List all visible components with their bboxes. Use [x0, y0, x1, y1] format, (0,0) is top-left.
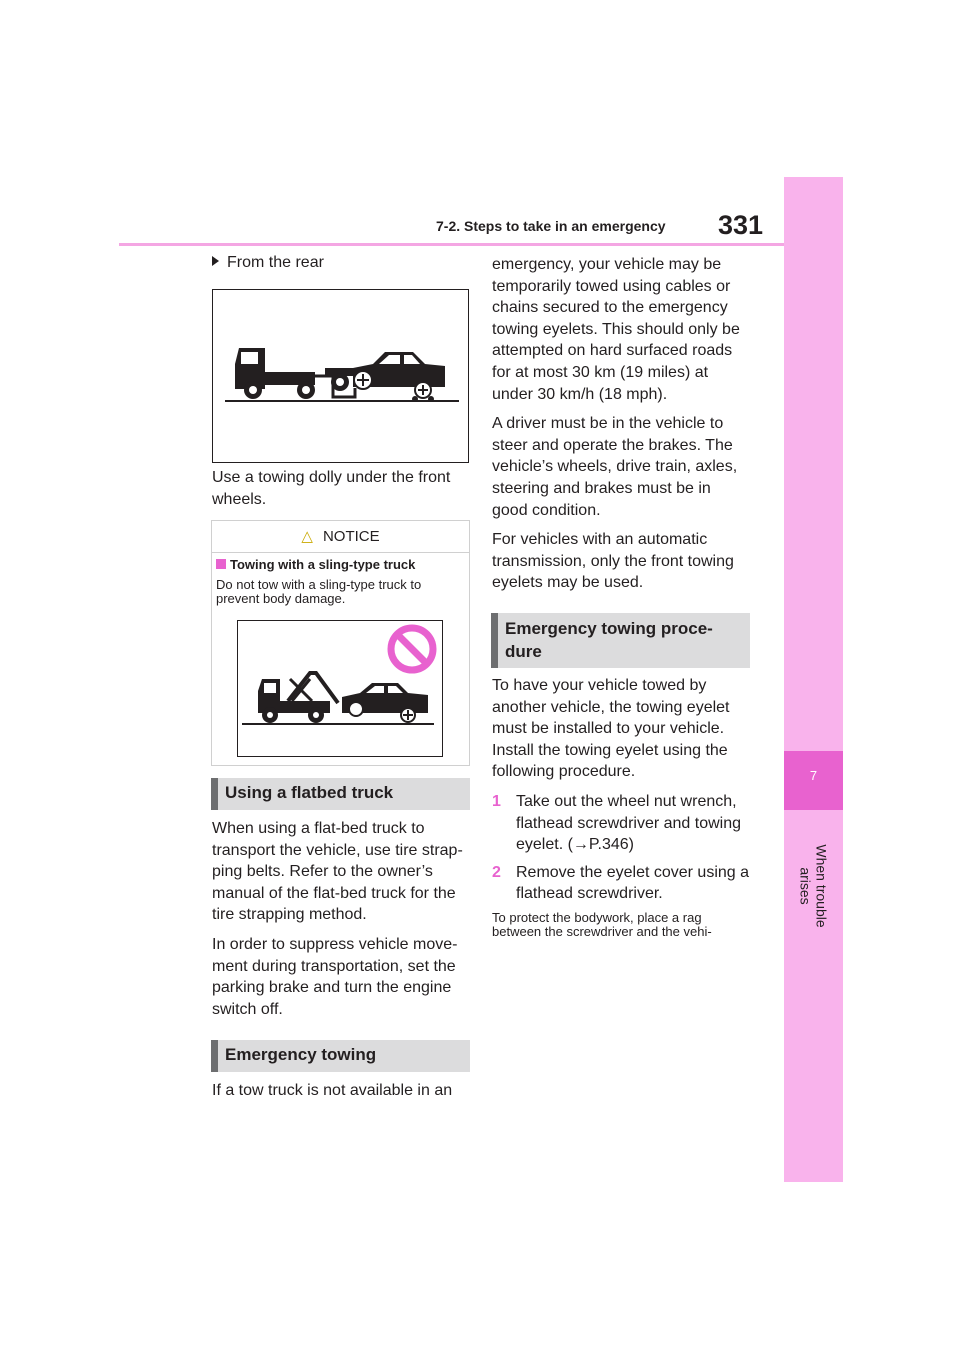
emergency-paragraph-1: If a tow truck is not available in an [212, 1082, 453, 1099]
pink-square-icon [216, 559, 226, 569]
procedure-step [492, 791, 750, 856]
procedure-intro: To have your vehicle towed by another vehicle, the towing eyelet must be installed to your vehicle. Install the towing eyelet using the following procedure. [492, 677, 730, 781]
left-column-text-2 [212, 818, 470, 1028]
notice-text: Do not tow with a sling-type truck to prevent body damage. [216, 577, 422, 606]
triangle-bullet-icon [212, 256, 219, 266]
flatbed-paragraph-2: In order to suppress vehicle move-ment during transportation, set the parking brake and turn the engine switch off. [212, 935, 458, 1018]
warning-triangle-icon: △ [301, 528, 313, 545]
side-tab [784, 177, 843, 1182]
step-text: Remove the eyelet cover using a flathead screwdriver. [516, 863, 750, 903]
step-number: 2 [492, 863, 501, 881]
chapter-label: When trouble arises [797, 844, 830, 928]
tow-dolly-illustration [212, 289, 469, 463]
header-rule [119, 243, 784, 246]
notice-box [211, 520, 470, 766]
notice-subheading: Towing with a sling-type truck [216, 557, 415, 572]
flatbed-paragraph-1: When using a flat-bed truck to transport the vehicle, use tire strap-ping belts. Refer to the owner’s manual of the flat-bed truck for the tire strapping method. [212, 820, 463, 924]
bodywork-note: To protect the bodywork, place a rag between the screwdriver and the vehi- [492, 909, 712, 939]
page-number: 331 [718, 210, 764, 240]
notice-header: △ NOTICE [212, 521, 469, 553]
emergency-paragraph-2: emergency, your vehicle may be temporarily towed using cables or chains secured to the emergency towing eyelets. This should only be attempted on hard surfaced roads for at most 30 km (19 miles) at under 30 km/h (18 mph). [492, 256, 740, 403]
right-column-text-2 [492, 675, 750, 947]
left-column-text-3 [212, 1080, 470, 1110]
step-text: Take out the wheel nut wrench, flathead screwdriver and towing eyelet. (→P.346) [516, 792, 742, 854]
emergency-paragraph-3: A driver must be in the vehicle to steer and operate the brakes. The vehicle’s wheels, drive train, axles, steering and brakes must be in good condition. [492, 415, 738, 519]
emergency-paragraph-4: For vehicles with an automatic transmission, only the front towing eyelets may be used. [492, 531, 734, 592]
procedure-step [492, 862, 750, 905]
section-heading-flatbed: Using a flatbed truck [211, 778, 470, 810]
dolly-paragraph: Use a towing dolly under the front wheels. [212, 469, 451, 508]
sling-truck-illustration [237, 620, 443, 757]
bullet-from-rear: From the rear [212, 254, 324, 272]
right-column-text-1 [492, 254, 750, 602]
step-number: 1 [492, 792, 501, 810]
running-header: 7-2. Steps to take in an emergency [436, 218, 666, 234]
left-column-text-1 [212, 467, 470, 518]
chapter-tab[interactable]: 7 [784, 751, 843, 810]
section-heading-emergency: Emergency towing [211, 1040, 470, 1072]
prohibited-icon [391, 628, 433, 670]
section-heading-procedure: Emergency towing proce- dure [491, 613, 750, 668]
